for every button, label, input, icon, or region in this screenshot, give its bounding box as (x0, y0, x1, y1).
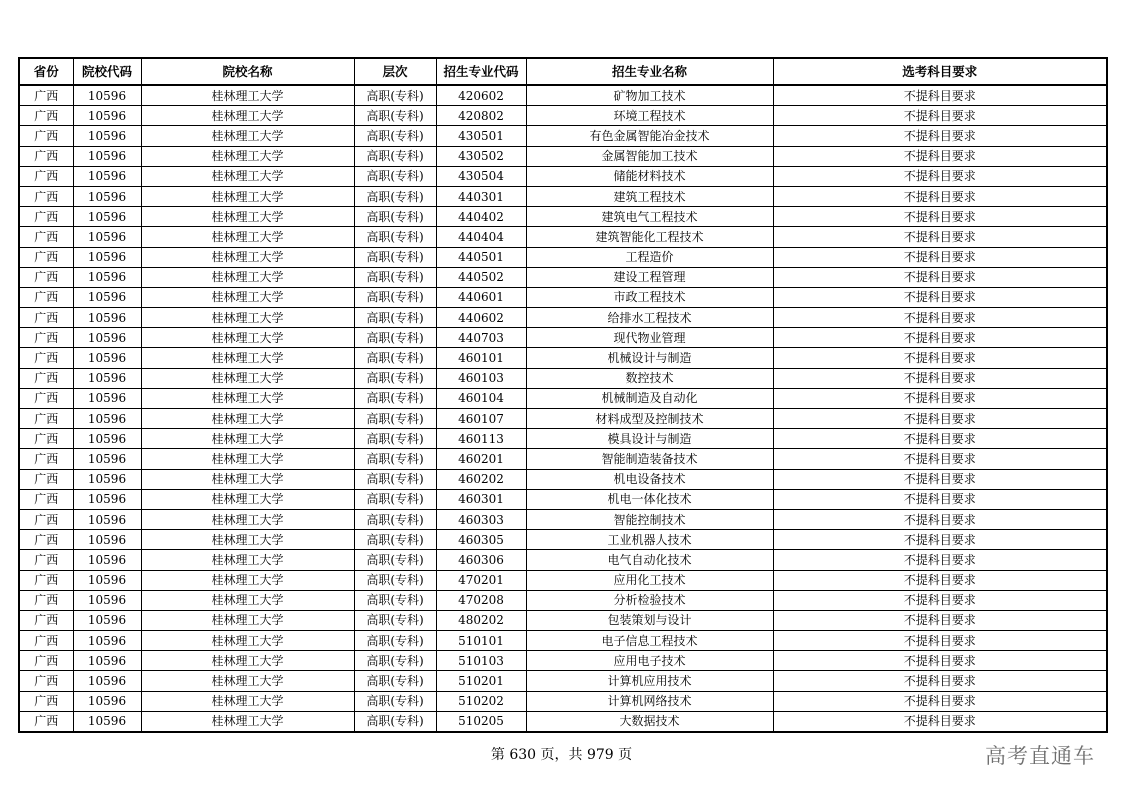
cell-school-name: 桂林理工大学 (141, 287, 354, 307)
majors-table (18, 57, 1108, 733)
cell-level: 高职(专科) (354, 550, 436, 570)
cell-school-code: 10596 (73, 388, 141, 408)
cell-level: 高职(专科) (354, 247, 436, 267)
cell-school-code: 10596 (73, 671, 141, 691)
cell-school-name: 桂林理工大学 (141, 610, 354, 630)
cell-school-code: 10596 (73, 267, 141, 287)
cell-major-code: 460305 (436, 530, 526, 550)
cell-province: 广西 (19, 509, 73, 529)
cell-level: 高职(专科) (354, 287, 436, 307)
cell-school-name: 桂林理工大学 (141, 590, 354, 610)
header-row (19, 58, 1107, 85)
cell-school-code: 10596 (73, 590, 141, 610)
cell-major-code: 460101 (436, 348, 526, 368)
cell-subject-requirement: 不提科目要求 (773, 85, 1107, 106)
cell-school-name: 桂林理工大学 (141, 146, 354, 166)
cell-level: 高职(专科) (354, 469, 436, 489)
cell-major-name: 工程造价 (526, 247, 773, 267)
table-row (19, 469, 1107, 489)
cell-subject-requirement: 不提科目要求 (773, 186, 1107, 206)
cell-school-name: 桂林理工大学 (141, 106, 354, 126)
table-row (19, 651, 1107, 671)
cell-province: 广西 (19, 227, 73, 247)
cell-major-code: 470201 (436, 570, 526, 590)
cell-province: 广西 (19, 106, 73, 126)
table-row (19, 530, 1107, 550)
cell-province: 广西 (19, 207, 73, 227)
cell-province: 广西 (19, 348, 73, 368)
table-row (19, 590, 1107, 610)
table-row (19, 146, 1107, 166)
cell-major-name: 建设工程管理 (526, 267, 773, 287)
cell-province: 广西 (19, 287, 73, 307)
cell-school-name: 桂林理工大学 (141, 429, 354, 449)
cell-level: 高职(专科) (354, 166, 436, 186)
cell-major-name: 有色金属智能冶金技术 (526, 126, 773, 146)
table-row (19, 267, 1107, 287)
cell-major-code: 420602 (436, 85, 526, 106)
cell-major-name: 计算机网络技术 (526, 691, 773, 711)
cell-province: 广西 (19, 469, 73, 489)
table-row (19, 429, 1107, 449)
cell-province: 广西 (19, 590, 73, 610)
table-row (19, 227, 1107, 247)
cell-level: 高职(专科) (354, 106, 436, 126)
cell-major-name: 工业机器人技术 (526, 530, 773, 550)
cell-province: 广西 (19, 489, 73, 509)
cell-major-name: 电气自动化技术 (526, 550, 773, 570)
cell-level: 高职(专科) (354, 368, 436, 388)
cell-subject-requirement: 不提科目要求 (773, 631, 1107, 651)
cell-school-name: 桂林理工大学 (141, 368, 354, 388)
cell-province: 广西 (19, 308, 73, 328)
cell-major-code: 480202 (436, 610, 526, 630)
cell-school-name: 桂林理工大学 (141, 550, 354, 570)
cell-subject-requirement: 不提科目要求 (773, 267, 1107, 287)
cell-province: 广西 (19, 711, 73, 732)
cell-school-code: 10596 (73, 550, 141, 570)
cell-school-code: 10596 (73, 509, 141, 529)
cell-major-name: 建筑智能化工程技术 (526, 227, 773, 247)
cell-province: 广西 (19, 671, 73, 691)
cell-subject-requirement: 不提科目要求 (773, 166, 1107, 186)
cell-province: 广西 (19, 651, 73, 671)
cell-level: 高职(专科) (354, 267, 436, 287)
cell-school-code: 10596 (73, 711, 141, 732)
cell-school-name: 桂林理工大学 (141, 489, 354, 509)
table-row (19, 186, 1107, 206)
cell-province: 广西 (19, 146, 73, 166)
cell-province: 广西 (19, 126, 73, 146)
cell-school-code: 10596 (73, 308, 141, 328)
cell-subject-requirement: 不提科目要求 (773, 711, 1107, 732)
cell-subject-requirement: 不提科目要求 (773, 146, 1107, 166)
cell-school-code: 10596 (73, 207, 141, 227)
column-header-major-name: 招生专业名称 (526, 58, 773, 85)
cell-major-code: 510205 (436, 711, 526, 732)
table-row (19, 610, 1107, 630)
cell-school-code: 10596 (73, 126, 141, 146)
cell-school-name: 桂林理工大学 (141, 166, 354, 186)
table-row (19, 308, 1107, 328)
cell-province: 广西 (19, 550, 73, 570)
cell-province: 广西 (19, 610, 73, 630)
cell-school-code: 10596 (73, 227, 141, 247)
cell-major-code: 460103 (436, 368, 526, 388)
table-row (19, 328, 1107, 348)
cell-major-code: 430504 (436, 166, 526, 186)
cell-major-name: 机械设计与制造 (526, 348, 773, 368)
cell-school-code: 10596 (73, 691, 141, 711)
cell-province: 广西 (19, 691, 73, 711)
table-body (19, 85, 1107, 732)
cell-major-code: 440301 (436, 186, 526, 206)
cell-major-code: 510201 (436, 671, 526, 691)
column-header-level: 层次 (354, 58, 436, 85)
cell-school-name: 桂林理工大学 (141, 671, 354, 691)
cell-level: 高职(专科) (354, 348, 436, 368)
cell-school-name: 桂林理工大学 (141, 509, 354, 529)
cell-major-name: 应用化工技术 (526, 570, 773, 590)
cell-major-code: 460104 (436, 388, 526, 408)
table-row (19, 207, 1107, 227)
cell-major-name: 储能材料技术 (526, 166, 773, 186)
cell-major-code: 460113 (436, 429, 526, 449)
cell-subject-requirement: 不提科目要求 (773, 126, 1107, 146)
cell-major-name: 建筑电气工程技术 (526, 207, 773, 227)
cell-school-name: 桂林理工大学 (141, 126, 354, 146)
cell-school-name: 桂林理工大学 (141, 469, 354, 489)
cell-school-name: 桂林理工大学 (141, 247, 354, 267)
cell-level: 高职(专科) (354, 631, 436, 651)
cell-province: 广西 (19, 631, 73, 651)
cell-subject-requirement: 不提科目要求 (773, 247, 1107, 267)
cell-major-code: 440404 (436, 227, 526, 247)
cell-school-name: 桂林理工大学 (141, 207, 354, 227)
cell-level: 高职(专科) (354, 449, 436, 469)
cell-province: 广西 (19, 368, 73, 388)
cell-major-code: 440402 (436, 207, 526, 227)
cell-level: 高职(专科) (354, 207, 436, 227)
cell-major-code: 430501 (436, 126, 526, 146)
column-header-school-name: 院校名称 (141, 58, 354, 85)
cell-major-name: 矿物加工技术 (526, 85, 773, 106)
cell-school-code: 10596 (73, 631, 141, 651)
cell-school-name: 桂林理工大学 (141, 186, 354, 206)
cell-level: 高职(专科) (354, 308, 436, 328)
cell-level: 高职(专科) (354, 227, 436, 247)
cell-subject-requirement: 不提科目要求 (773, 227, 1107, 247)
cell-major-code: 460202 (436, 469, 526, 489)
page-number: 第 630 页，共 979 页 (490, 747, 633, 763)
table-row (19, 126, 1107, 146)
table-row (19, 489, 1107, 509)
table-row (19, 85, 1107, 106)
cell-province: 广西 (19, 186, 73, 206)
cell-major-code: 510103 (436, 651, 526, 671)
cell-major-code: 460201 (436, 449, 526, 469)
cell-level: 高职(专科) (354, 711, 436, 732)
cell-major-name: 大数据技术 (526, 711, 773, 732)
table-row (19, 631, 1107, 651)
cell-level: 高职(专科) (354, 651, 436, 671)
cell-major-name: 电子信息工程技术 (526, 631, 773, 651)
column-header-subject-requirement: 选考科目要求 (773, 58, 1107, 85)
cell-major-name: 应用电子技术 (526, 651, 773, 671)
cell-major-code: 440703 (436, 328, 526, 348)
cell-province: 广西 (19, 328, 73, 348)
cell-school-name: 桂林理工大学 (141, 631, 354, 651)
table-header (19, 58, 1107, 85)
cell-school-name: 桂林理工大学 (141, 328, 354, 348)
cell-major-code: 430502 (436, 146, 526, 166)
cell-major-name: 环境工程技术 (526, 106, 773, 126)
cell-school-code: 10596 (73, 146, 141, 166)
table-row (19, 550, 1107, 570)
cell-major-name: 金属智能加工技术 (526, 146, 773, 166)
cell-school-name: 桂林理工大学 (141, 651, 354, 671)
cell-major-name: 建筑工程技术 (526, 186, 773, 206)
cell-major-code: 460107 (436, 409, 526, 429)
table-row (19, 691, 1107, 711)
cell-province: 广西 (19, 85, 73, 106)
cell-school-name: 桂林理工大学 (141, 711, 354, 732)
cell-level: 高职(专科) (354, 388, 436, 408)
table-row (19, 166, 1107, 186)
cell-subject-requirement: 不提科目要求 (773, 530, 1107, 550)
cell-school-code: 10596 (73, 530, 141, 550)
cell-subject-requirement: 不提科目要求 (773, 308, 1107, 328)
cell-school-code: 10596 (73, 186, 141, 206)
cell-school-code: 10596 (73, 348, 141, 368)
cell-subject-requirement: 不提科目要求 (773, 691, 1107, 711)
cell-subject-requirement: 不提科目要求 (773, 590, 1107, 610)
cell-level: 高职(专科) (354, 489, 436, 509)
cell-level: 高职(专科) (354, 509, 436, 529)
cell-school-name: 桂林理工大学 (141, 449, 354, 469)
cell-level: 高职(专科) (354, 409, 436, 429)
cell-school-code: 10596 (73, 429, 141, 449)
cell-major-code: 470208 (436, 590, 526, 610)
cell-level: 高职(专科) (354, 590, 436, 610)
cell-province: 广西 (19, 570, 73, 590)
cell-school-code: 10596 (73, 247, 141, 267)
cell-subject-requirement: 不提科目要求 (773, 469, 1107, 489)
cell-major-code: 420802 (436, 106, 526, 126)
cell-level: 高职(专科) (354, 570, 436, 590)
cell-level: 高职(专科) (354, 126, 436, 146)
cell-major-name: 机械制造及自动化 (526, 388, 773, 408)
cell-major-name: 材料成型及控制技术 (526, 409, 773, 429)
cell-school-code: 10596 (73, 651, 141, 671)
cell-level: 高职(专科) (354, 85, 436, 106)
cell-school-name: 桂林理工大学 (141, 348, 354, 368)
cell-subject-requirement: 不提科目要求 (773, 287, 1107, 307)
cell-province: 广西 (19, 429, 73, 449)
table-row (19, 348, 1107, 368)
watermark-logo-text: 高考直通车 (985, 744, 1095, 768)
cell-major-code: 440602 (436, 308, 526, 328)
cell-major-code: 460303 (436, 509, 526, 529)
cell-subject-requirement: 不提科目要求 (773, 509, 1107, 529)
column-header-major-code: 招生专业代码 (436, 58, 526, 85)
cell-major-code: 440601 (436, 287, 526, 307)
cell-major-code: 510101 (436, 631, 526, 651)
cell-province: 广西 (19, 409, 73, 429)
cell-school-name: 桂林理工大学 (141, 267, 354, 287)
cell-school-name: 桂林理工大学 (141, 409, 354, 429)
cell-subject-requirement: 不提科目要求 (773, 409, 1107, 429)
cell-subject-requirement: 不提科目要求 (773, 550, 1107, 570)
cell-level: 高职(专科) (354, 691, 436, 711)
cell-level: 高职(专科) (354, 610, 436, 630)
cell-subject-requirement: 不提科目要求 (773, 106, 1107, 126)
cell-school-code: 10596 (73, 166, 141, 186)
table-row (19, 368, 1107, 388)
cell-school-name: 桂林理工大学 (141, 691, 354, 711)
cell-school-code: 10596 (73, 469, 141, 489)
cell-school-code: 10596 (73, 449, 141, 469)
cell-school-code: 10596 (73, 610, 141, 630)
cell-province: 广西 (19, 166, 73, 186)
cell-major-name: 分析检验技术 (526, 590, 773, 610)
cell-subject-requirement: 不提科目要求 (773, 388, 1107, 408)
cell-school-code: 10596 (73, 328, 141, 348)
cell-major-name: 机电设备技术 (526, 469, 773, 489)
cell-subject-requirement: 不提科目要求 (773, 610, 1107, 630)
cell-province: 广西 (19, 449, 73, 469)
cell-major-code: 440501 (436, 247, 526, 267)
cell-major-name: 市政工程技术 (526, 287, 773, 307)
table-row (19, 247, 1107, 267)
cell-major-name: 智能制造装备技术 (526, 449, 773, 469)
cell-school-name: 桂林理工大学 (141, 570, 354, 590)
cell-province: 广西 (19, 388, 73, 408)
cell-major-name: 包装策划与设计 (526, 610, 773, 630)
cell-subject-requirement: 不提科目要求 (773, 348, 1107, 368)
cell-major-name: 模具设计与制造 (526, 429, 773, 449)
cell-major-name: 计算机应用技术 (526, 671, 773, 691)
cell-subject-requirement: 不提科目要求 (773, 207, 1107, 227)
cell-school-name: 桂林理工大学 (141, 227, 354, 247)
cell-level: 高职(专科) (354, 186, 436, 206)
cell-subject-requirement: 不提科目要求 (773, 429, 1107, 449)
cell-major-name: 给排水工程技术 (526, 308, 773, 328)
cell-school-name: 桂林理工大学 (141, 308, 354, 328)
cell-subject-requirement: 不提科目要求 (773, 449, 1107, 469)
cell-subject-requirement: 不提科目要求 (773, 570, 1107, 590)
cell-major-name: 现代物业管理 (526, 328, 773, 348)
cell-subject-requirement: 不提科目要求 (773, 671, 1107, 691)
cell-major-code: 510202 (436, 691, 526, 711)
column-header-province: 省份 (19, 58, 73, 85)
cell-school-code: 10596 (73, 368, 141, 388)
cell-major-name: 机电一体化技术 (526, 489, 773, 509)
table-row (19, 570, 1107, 590)
cell-major-name: 智能控制技术 (526, 509, 773, 529)
cell-school-code: 10596 (73, 287, 141, 307)
cell-school-code: 10596 (73, 570, 141, 590)
cell-subject-requirement: 不提科目要求 (773, 368, 1107, 388)
cell-school-code: 10596 (73, 489, 141, 509)
table-row (19, 671, 1107, 691)
cell-school-code: 10596 (73, 106, 141, 126)
table-row (19, 287, 1107, 307)
cell-subject-requirement: 不提科目要求 (773, 328, 1107, 348)
cell-major-code: 440502 (436, 267, 526, 287)
cell-major-code: 460306 (436, 550, 526, 570)
cell-level: 高职(专科) (354, 328, 436, 348)
table-row (19, 409, 1107, 429)
cell-school-code: 10596 (73, 409, 141, 429)
cell-school-name: 桂林理工大学 (141, 530, 354, 550)
table-row (19, 711, 1107, 732)
column-header-school-code: 院校代码 (73, 58, 141, 85)
table-row (19, 449, 1107, 469)
cell-subject-requirement: 不提科目要求 (773, 489, 1107, 509)
cell-province: 广西 (19, 267, 73, 287)
cell-level: 高职(专科) (354, 146, 436, 166)
cell-province: 广西 (19, 247, 73, 267)
cell-subject-requirement: 不提科目要求 (773, 651, 1107, 671)
cell-school-code: 10596 (73, 85, 141, 106)
table-row (19, 388, 1107, 408)
cell-school-name: 桂林理工大学 (141, 85, 354, 106)
cell-level: 高职(专科) (354, 530, 436, 550)
cell-major-code: 460301 (436, 489, 526, 509)
cell-school-name: 桂林理工大学 (141, 388, 354, 408)
cell-level: 高职(专科) (354, 429, 436, 449)
cell-province: 广西 (19, 530, 73, 550)
cell-level: 高职(专科) (354, 671, 436, 691)
cell-major-name: 数控技术 (526, 368, 773, 388)
table-row (19, 509, 1107, 529)
table-row (19, 106, 1107, 126)
